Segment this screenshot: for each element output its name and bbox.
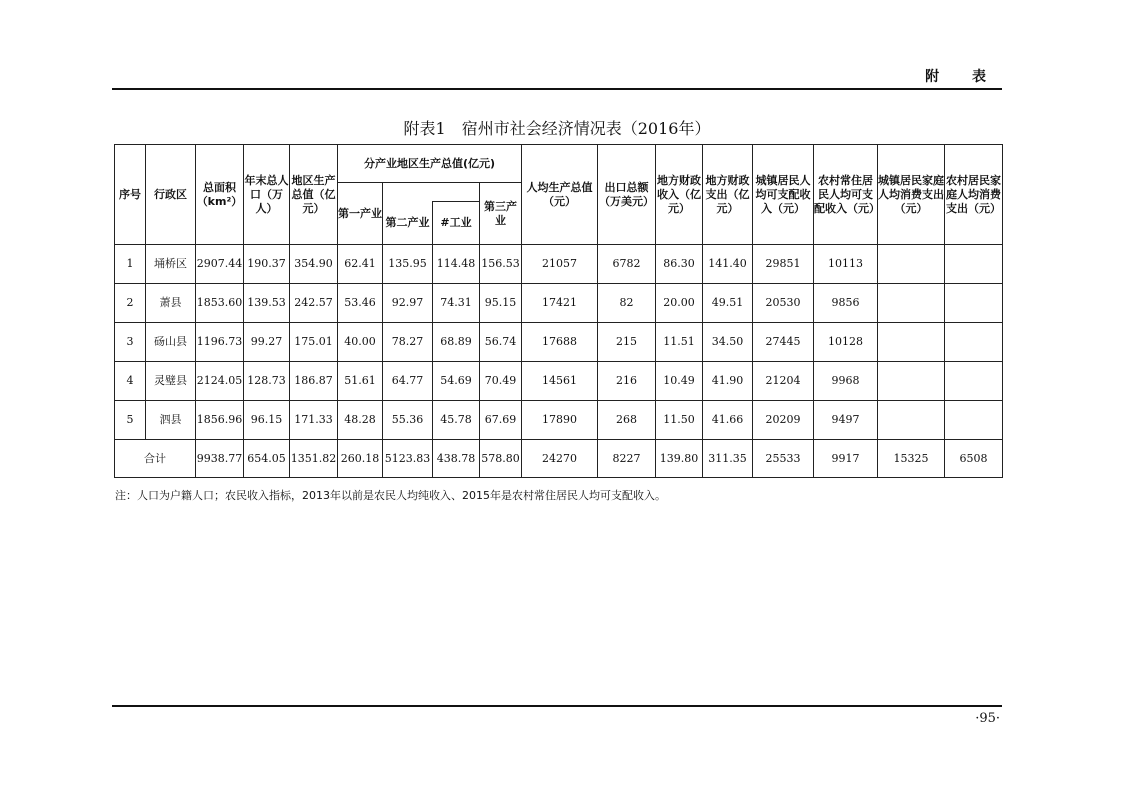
cell-rural-income: 10113: [814, 245, 878, 284]
cell-area: 1856.96: [196, 401, 244, 440]
header-fiscal-revenue: 地方财政收入（亿元）: [656, 145, 703, 245]
cell-gdp-per-capita: 17421: [522, 284, 598, 323]
cell-tertiary: 578.80: [480, 440, 522, 478]
header-fiscal-expenditure: 地方财政支出（亿元）: [703, 145, 753, 245]
cell-seq: 4: [115, 362, 146, 401]
cell-gdp: 171.33: [290, 401, 338, 440]
cell-industry: 68.89: [433, 323, 480, 362]
page-number: ·95·: [975, 711, 1000, 726]
header-population: 年末总人口（万人）: [244, 145, 290, 245]
header-secondary-group: [383, 183, 480, 202]
cell-fiscal-revenue: 139.80: [656, 440, 703, 478]
cell-fiscal-expenditure: 34.50: [703, 323, 753, 362]
cell-gdp-per-capita: 17890: [522, 401, 598, 440]
cell-area: 2907.44: [196, 245, 244, 284]
cell-primary: 48.28: [338, 401, 383, 440]
cell-primary: 51.61: [338, 362, 383, 401]
cell-seq: 1: [115, 245, 146, 284]
cell-secondary: 5123.83: [383, 440, 433, 478]
cell-seq: 5: [115, 401, 146, 440]
cell-urban-consumption: [878, 323, 945, 362]
cell-gdp: 175.01: [290, 323, 338, 362]
cell-population: 128.73: [244, 362, 290, 401]
cell-exports: 215: [598, 323, 656, 362]
cell-secondary: 92.97: [383, 284, 433, 323]
header-area: 总面积（km²）: [196, 145, 244, 245]
total-row: [115, 440, 1003, 478]
table-row: [115, 323, 1003, 362]
cell-rural-consumption: [945, 362, 1003, 401]
cell-fiscal-expenditure: 141.40: [703, 245, 753, 284]
cell-population: 190.37: [244, 245, 290, 284]
cell-secondary: 135.95: [383, 245, 433, 284]
cell-gdp-per-capita: 17688: [522, 323, 598, 362]
cell-urban-income: 20209: [753, 401, 814, 440]
cell-rural-income: 9917: [814, 440, 878, 478]
cell-rural-consumption: [945, 284, 1003, 323]
cell-fiscal-expenditure: 41.90: [703, 362, 753, 401]
cell-gdp-per-capita: 14561: [522, 362, 598, 401]
socioeconomic-table: [114, 144, 1003, 478]
cell-fiscal-expenditure: 311.35: [703, 440, 753, 478]
header-tertiary: 第三产业: [480, 183, 522, 245]
footnote: 注：人口为户籍人口；农民收入指标，2013年以前是农民人均纯收入、2015年是农村常住居民人均可支配收入。: [115, 489, 666, 502]
cell-exports: 82: [598, 284, 656, 323]
section-label: 附 表: [925, 69, 1000, 85]
cell-urban-consumption: [878, 362, 945, 401]
cell-seq: 2: [115, 284, 146, 323]
cell-fiscal-revenue: 10.49: [656, 362, 703, 401]
header-primary: 第一产业: [338, 183, 383, 245]
cell-fiscal-expenditure: 41.66: [703, 401, 753, 440]
cell-tertiary: 156.53: [480, 245, 522, 284]
header-gdp-by-industry: 分产业地区生产总值(亿元): [338, 145, 522, 183]
cell-rural-income: 9968: [814, 362, 878, 401]
cell-industry: 114.48: [433, 245, 480, 284]
cell-area: 1196.73: [196, 323, 244, 362]
cell-rural-income: 9856: [814, 284, 878, 323]
cell-population: 96.15: [244, 401, 290, 440]
cell-tertiary: 95.15: [480, 284, 522, 323]
cell-region: 萧县: [146, 284, 196, 323]
header-rural-consumption: 农村居民家庭人均消费支出（元）: [945, 145, 1003, 245]
cell-tertiary: 56.74: [480, 323, 522, 362]
cell-urban-income: 27445: [753, 323, 814, 362]
cell-fiscal-revenue: 11.50: [656, 401, 703, 440]
cell-area: 2124.05: [196, 362, 244, 401]
header-region: 行政区: [146, 145, 196, 245]
header-urban-consumption: 城镇居民家庭人均消费支出（元）: [878, 145, 945, 245]
cell-population: 654.05: [244, 440, 290, 478]
cell-fiscal-revenue: 11.51: [656, 323, 703, 362]
cell-primary: 40.00: [338, 323, 383, 362]
cell-exports: 268: [598, 401, 656, 440]
cell-region: 灵璧县: [146, 362, 196, 401]
cell-tertiary: 67.69: [480, 401, 522, 440]
cell-secondary: 78.27: [383, 323, 433, 362]
table-title: 附表1 宿州市社会经济情况表（2016年）: [403, 119, 711, 138]
cell-exports: 216: [598, 362, 656, 401]
cell-exports: 8227: [598, 440, 656, 478]
header-exports: 出口总额（万美元）: [598, 145, 656, 245]
cell-urban-consumption: [878, 245, 945, 284]
cell-area: 1853.60: [196, 284, 244, 323]
cell-gdp: 186.87: [290, 362, 338, 401]
cell-urban-income: 25533: [753, 440, 814, 478]
cell-gdp-per-capita: 24270: [522, 440, 598, 478]
header-seq: 序号: [115, 145, 146, 245]
cell-tertiary: 70.49: [480, 362, 522, 401]
cell-rural-consumption: 6508: [945, 440, 1003, 478]
cell-secondary: 64.77: [383, 362, 433, 401]
cell-urban-consumption: [878, 284, 945, 323]
cell-industry: 54.69: [433, 362, 480, 401]
cell-primary: 53.46: [338, 284, 383, 323]
cell-population: 139.53: [244, 284, 290, 323]
cell-fiscal-revenue: 86.30: [656, 245, 703, 284]
cell-region: 泗县: [146, 401, 196, 440]
cell-rural-consumption: [945, 323, 1003, 362]
cell-population: 99.27: [244, 323, 290, 362]
bottom-rule: [112, 705, 1002, 707]
cell-gdp: 242.57: [290, 284, 338, 323]
cell-primary: 260.18: [338, 440, 383, 478]
cell-region: 砀山县: [146, 323, 196, 362]
header-rural-income: 农村常住居民人均可支配收入（元）: [814, 145, 878, 245]
cell-rural-consumption: [945, 245, 1003, 284]
cell-urban-income: 20530: [753, 284, 814, 323]
cell-gdp-per-capita: 21057: [522, 245, 598, 284]
table-row: [115, 245, 1003, 284]
cell-industry: 74.31: [433, 284, 480, 323]
header-gdp: 地区生产总值（亿元）: [290, 145, 338, 245]
cell-industry: 45.78: [433, 401, 480, 440]
header-secondary: 第二产业: [383, 202, 433, 245]
cell-urban-consumption: 15325: [878, 440, 945, 478]
header-urban-income: 城镇居民人均可支配收入（元）: [753, 145, 814, 245]
table-row: [115, 362, 1003, 401]
cell-fiscal-expenditure: 49.51: [703, 284, 753, 323]
cell-gdp: 1351.82: [290, 440, 338, 478]
cell-total-label: 合计: [115, 440, 196, 478]
cell-seq: 3: [115, 323, 146, 362]
cell-primary: 62.41: [338, 245, 383, 284]
table-row: [115, 284, 1003, 323]
cell-rural-consumption: [945, 401, 1003, 440]
header-gdp-per-capita: 人均生产总值（元）: [522, 145, 598, 245]
cell-area: 9938.77: [196, 440, 244, 478]
cell-rural-income: 10128: [814, 323, 878, 362]
cell-urban-income: 29851: [753, 245, 814, 284]
top-rule: [112, 88, 1002, 90]
table-row: [115, 401, 1003, 440]
cell-rural-income: 9497: [814, 401, 878, 440]
cell-secondary: 55.36: [383, 401, 433, 440]
cell-urban-consumption: [878, 401, 945, 440]
cell-region: 埇桥区: [146, 245, 196, 284]
cell-fiscal-revenue: 20.00: [656, 284, 703, 323]
cell-urban-income: 21204: [753, 362, 814, 401]
cell-industry: 438.78: [433, 440, 480, 478]
header-industry: #工业: [433, 202, 480, 245]
cell-gdp: 354.90: [290, 245, 338, 284]
cell-exports: 6782: [598, 245, 656, 284]
